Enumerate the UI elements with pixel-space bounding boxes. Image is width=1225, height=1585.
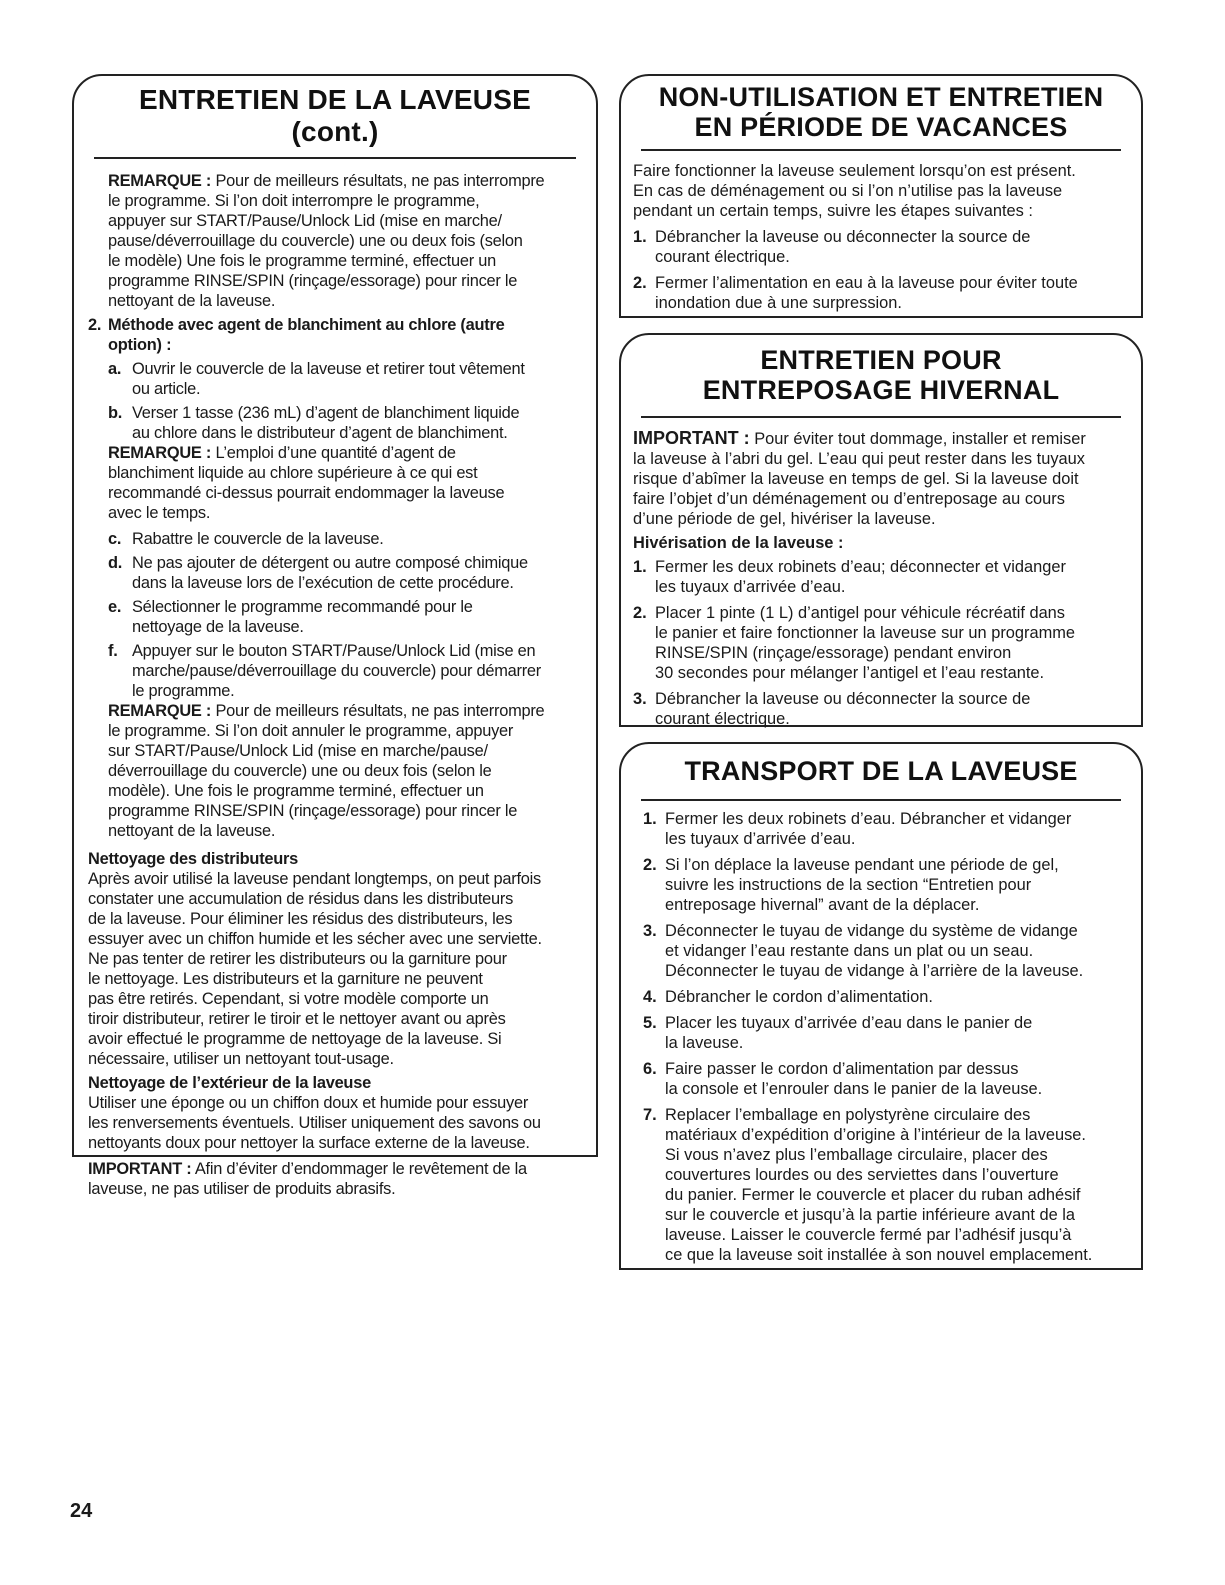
winter-steps xyxy=(633,557,1131,729)
dispensers-block xyxy=(88,849,582,1199)
list-item: e. Sélectionner le programme recommandé pour le nettoyage de la laveuse. xyxy=(108,598,473,636)
list-item: 3. Débrancher la laveuse ou déconnecter la source de courant électrique. xyxy=(633,690,1031,728)
vacation-steps xyxy=(633,227,1131,313)
left-section xyxy=(72,74,598,1198)
exterior-text: Utiliser une éponge ou un chiffon doux et humide pour essuyer les renversements éventuels. Utiliser uniquement des savons ou nettoyants doux pour nettoyer la surface externe de la laveuse. xyxy=(88,1094,541,1152)
method-2-steps-cf xyxy=(108,529,582,701)
winter-important: IMPORTANT : Pour éviter tout dommage, installer et remiser la laveuse à l’abri du gel. L’eau qui peut rester dans les tuyaux risque d’abîmer la laveuse en temps de gel. Si la laveuse doit faire l’objet d’un déménagement ou d’entreposage au cours d’une période de gel, hivériser la laveuse. xyxy=(633,428,1086,528)
vacation-body xyxy=(621,151,1141,313)
winterize-heading: Hivérisation de la laveuse : xyxy=(633,534,844,552)
list-item: 5. Placer les tuyaux d’arrivée d’eau dans le panier de la laveuse. xyxy=(643,1014,1033,1052)
transport-steps xyxy=(643,809,1131,1265)
list-item: d. Ne pas ajouter de détergent ou autre composé chimique dans la laveuse lors de l’exécution de cette procédure. xyxy=(108,554,528,592)
list-item: 3. Déconnecter le tuyau de vidange du système de vidange et vidanger l’eau restante dans un plat ou un seau. Déconnecter le tuyau de vidange à l’arrière de la laveuse. xyxy=(643,922,1084,980)
list-item: 6. Faire passer le cordon d’alimentation par dessus la console et l’enrouler dans le panier de la laveuse. xyxy=(643,1060,1043,1098)
winter-body xyxy=(621,418,1141,729)
list-item: 2. Fermer l’alimentation en eau à la laveuse pour éviter toute inondation due à une surpression. xyxy=(633,274,1078,312)
transport-section xyxy=(619,742,1143,1270)
list-item: b. Verser 1 tasse (236 mL) d’agent de blanchiment liquide au chlore dans le distributeur d’agent de blanchiment. xyxy=(108,404,520,442)
note-remarque-1: REMARQUE : Pour de meilleurs résultats, ne pas interrompre le programme. Si l’on doit interrompre le programme, appuyer sur START/Pause/Unlock Lid (mise en marche/ pause/déverrouillage du couvercle) une ou deux fois (selon le modèle) Une fois le programme terminé, effectuer un programme RINSE/SPIN (rinçage/essorage) pour rincer le nettoyant de la laveuse. xyxy=(108,172,545,310)
transport-body xyxy=(621,801,1141,1265)
section-title: TRANSPORT DE LA LAVEUSE xyxy=(641,744,1121,801)
list-item: 1. Fermer les deux robinets d’eau. Débrancher et vidanger les tuyaux d’arrivée d’eau. xyxy=(643,810,1072,848)
list-item: c. Rabattre le couvercle de la laveuse. xyxy=(108,530,384,548)
method-2-steps-ab xyxy=(108,359,582,443)
list-item: 4. Débrancher le cordon d’alimentation. xyxy=(643,988,933,1006)
note-remarque-3: REMARQUE : Pour de meilleurs résultats, ne pas interrompre le programme. Si l’on doit annuler le programme, appuyer sur START/Pause/Unlock Lid (mise en marche/pause/ déverrouillage du couvercle) une ou deux fois (selon le modèle). Une fois le programme terminé, effectuer un programme RINSE/SPIN (rinçage/essorage) pour rincer le nettoyant de la laveuse. xyxy=(108,702,545,840)
winter-storage-section xyxy=(619,333,1143,727)
important-note: IMPORTANT : Afin d’éviter d’endommager le revêtement de la laveuse, ne pas utiliser de produits abrasifs. xyxy=(88,1160,527,1198)
method-2-heading: 2. Méthode avec agent de blanchiment au chlore (autre option) : xyxy=(88,316,505,354)
list-item: f. Appuyer sur le bouton START/Pause/Unlock Lid (mise en marche/pause/déverrouillage du couvercle) pour démarrer le programme. xyxy=(108,642,541,700)
list-item: 2. Placer 1 pinte (1 L) d’antigel pour véhicule récréatif dans le panier et faire fonctionner la laveuse sur un programme RINSE/SPIN (rinçage/essorage) pendant environ 30 secondes pour mélanger l’antigel et l’eau restante. xyxy=(633,604,1076,682)
dispensers-heading: Nettoyage des distributeurs xyxy=(88,850,299,868)
list-item: a. Ouvrir le couvercle de la laveuse et retirer tout vêtement ou article. xyxy=(108,360,525,398)
section-title: ENTRETIEN POUR ENTREPOSAGE HIVERNAL xyxy=(641,335,1121,418)
section-title: NON-UTILISATION ET ENTRETIEN EN PÉRIODE DE VACANCES xyxy=(641,76,1121,151)
note-remarque-2: REMARQUE : L’emploi d’une quantité d’agent de blanchiment liquide au chlore supérieure à ce qui est recommandé ci-dessus pourrait endommager la laveuse avec le temps. xyxy=(108,444,505,522)
dispensers-text: Après avoir utilisé la laveuse pendant longtemps, on peut parfois constater une accumulation de résidus dans les distributeurs de la laveuse. Pour éliminer les résidus des distributeurs, les essuyer avec un chiffon humide et les sécher avec une serviette. Ne pas tenter de retirer les distributeurs ou la garniture pour le nettoyage. Les distributeurs et la garniture ne peuvent pas être retirés. Cependant, si votre modèle comporte un tiroir distributeur, retirer le tiroir et le nettoyer avant ou après avoir effectué le programme de nettoyage de la laveuse. Si nécessaire, utiliser un nettoyant tout-usage. xyxy=(88,870,542,1068)
list-item: 1. Fermer les deux robinets d’eau; déconnecter et vidanger les tuyaux d’arrivée d’eau. xyxy=(633,558,1066,596)
list-item: 1. Débrancher la laveuse ou déconnecter la source de courant électrique. xyxy=(633,228,1031,266)
list-item: 7. Replacer l’emballage en polystyrène circulaire des matériaux d’expédition d’origine à l’intérieur de la laveuse. Si vous n’avez plus l’emballage circulaire, placer des couvertures lourdes ou des serviettes dans l’ouverture du panier. Fermer le couvercle et placer du ruban adhésif sur le couvercle et jusqu’à la partie inférieure avant de la laveuse. Laisser le couvercle fermé par l’adhésif jusqu’à ce que la laveuse soit installée à son nouvel emplacement. xyxy=(643,1106,1093,1264)
vacation-section xyxy=(619,74,1143,318)
list-item: 2. Si l’on déplace la laveuse pendant une période de gel, suivre les instructions de la section “Entretien pour entreposage hivernal” avant de la déplacer. xyxy=(643,856,1059,914)
exterior-heading: Nettoyage de l’extérieur de la laveuse xyxy=(88,1074,371,1092)
page-number: 24 xyxy=(70,1500,93,1522)
vacation-intro: Faire fonctionner la laveuse seulement lorsqu’on est présent. En cas de déménagement ou si l’on n’utilise pas la laveuse pendant un certain temps, suivre les étapes suivantes : xyxy=(633,162,1076,220)
section-title: ENTRETIEN DE LA LAVEUSE (cont.) xyxy=(94,76,576,159)
left-body xyxy=(74,159,596,1199)
